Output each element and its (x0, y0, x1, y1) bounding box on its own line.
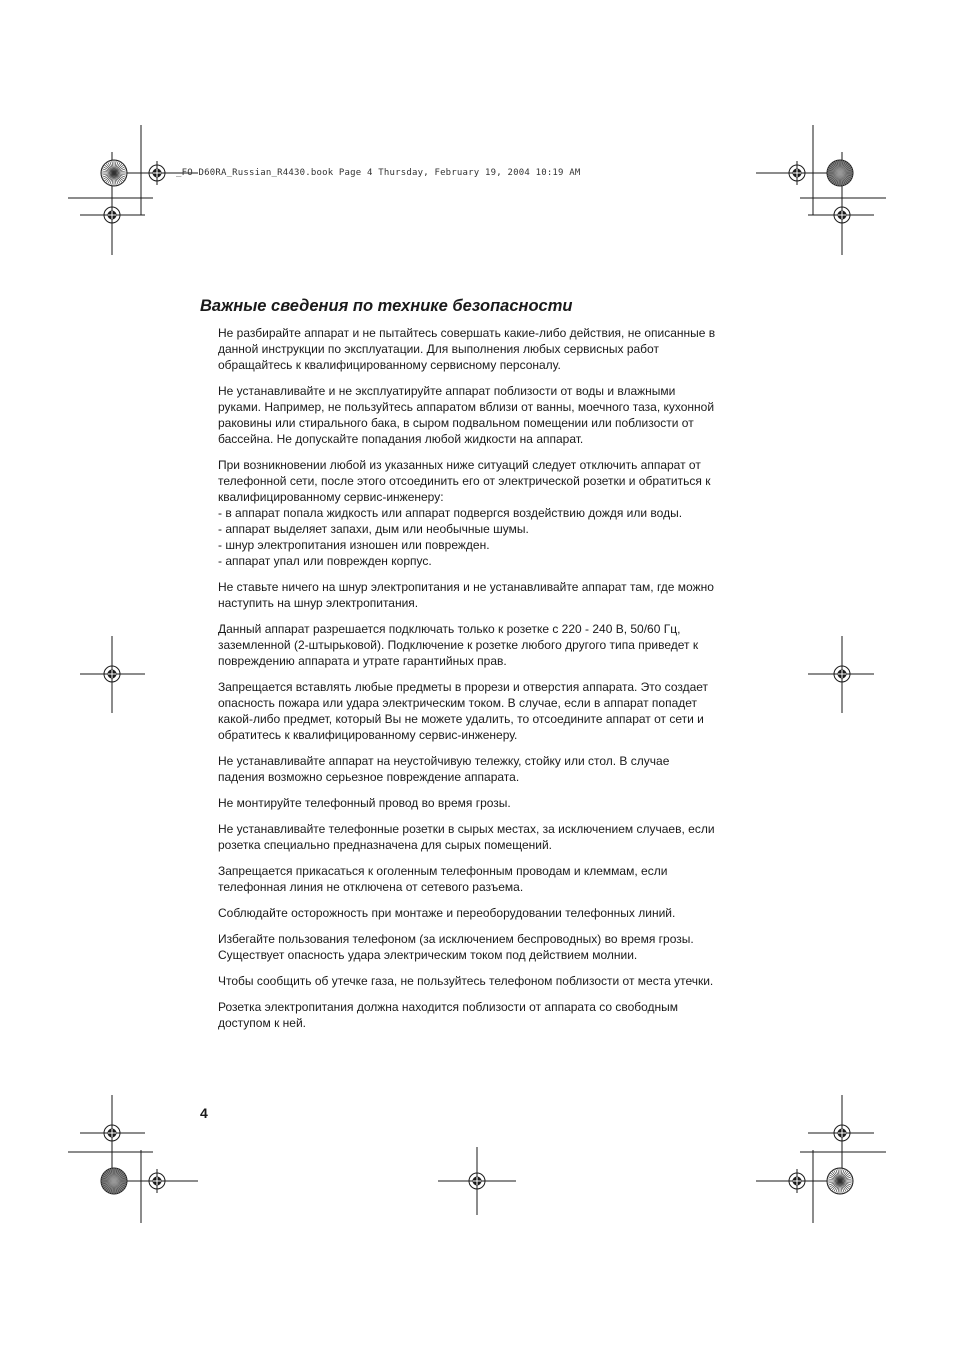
registration-crosshair-icon (785, 1169, 809, 1193)
safety-paragraph (218, 457, 752, 569)
paragraph-line: квалифицированному сервис-инженеру: (218, 490, 444, 504)
safety-paragraph (218, 679, 752, 743)
paragraph-line: Не устанавливайте аппарат на неустойчивую тележку, стойку или стол. В случае (218, 754, 670, 768)
paragraph-line: Запрещается вставлять любые предметы в прорези и отверстия аппарата. Это создает (218, 680, 709, 694)
safety-paragraph (218, 999, 752, 1031)
safety-paragraph (218, 931, 752, 963)
safety-paragraph (218, 383, 752, 447)
paragraph-line: Соблюдайте осторожность при монтаже и переоборудовании телефонных линий. (218, 906, 676, 920)
safety-paragraph (218, 579, 752, 611)
registration-crosshair-icon (830, 1121, 854, 1145)
safety-paragraph (218, 621, 752, 669)
paragraph-line: заземленной (2-штырьковой). Подключение к розетке любого другого типа приведет к (218, 638, 699, 652)
paragraph-line: Не ставьте ничего на шнур электропитания и не устанавливайте аппарат там, где можно (218, 580, 714, 594)
paragraph-line: опасность пожара или удара электрическим током. В случае, если в аппарат попадет (218, 696, 698, 710)
paragraph-line: обращайтесь к квалифицированному сервисному персоналу. (218, 358, 561, 372)
safety-paragraph (218, 973, 752, 989)
registration-crosshair-icon (785, 161, 809, 185)
registration-crosshair-icon (100, 203, 124, 227)
paragraph-line: Запрещается прикасаться к оголенным телефонным проводам и клеммам, если (218, 864, 668, 878)
paragraph-line: розетка специально предназначена для сырых помещений. (218, 838, 553, 852)
paragraph-line: раковины или стирального бака, в сыром подвальном помещении или поблизости от (218, 416, 694, 430)
print-header-file-info: _FO-D60RA_Russian_R4430.book Page 4 Thursday, February 19, 2004 10:19 AM (176, 168, 581, 178)
registration-crosshair-icon (145, 161, 169, 185)
safety-paragraph (218, 863, 752, 895)
paragraph-line: падения возможно серьезное повреждение аппарата. (218, 770, 520, 784)
page-number: 4 (200, 1105, 208, 1121)
safety-paragraph (218, 795, 752, 811)
paragraph-line: При возникновении любой из указанных ниже ситуаций следует отключить аппарат от (218, 458, 701, 472)
paragraph-line: наступить на шнур электропитания. (218, 596, 419, 610)
paragraph-line: Не монтируйте телефонный провод во время грозы. (218, 796, 511, 810)
paragraph-line: какой-либо предмет, который Вы не можете удалить, то отсоедините аппарат от сети и (218, 712, 704, 726)
registration-crosshair-icon (465, 1169, 489, 1193)
paragraph-line: Чтобы сообщить об утечке газа, не пользуйтесь телефоном поблизости от места утечки. (218, 974, 714, 988)
safety-paragraph (218, 753, 752, 785)
paragraph-line: руками. Например, не пользуйтесь аппаратом вблизи от ванны, моечного таза, кухонной (218, 400, 715, 414)
safety-instructions-body (218, 325, 752, 1041)
paragraph-line: - в аппарат попала жидкость или аппарат подвергся воздействию дождя или воды. (218, 506, 683, 520)
color-registration-target-icon (827, 160, 853, 186)
paragraph-line: Не разбирайте аппарат и не пытайтесь совершать какие-либо действия, не описанные в (218, 326, 716, 340)
paragraph-line: бассейна. Не допускайте попадания любой жидкости на аппарат. (218, 432, 584, 446)
safety-paragraph (218, 905, 752, 921)
registration-crosshair-icon (830, 203, 854, 227)
paragraph-line: Данный аппарат разрешается подключать только к розетке с 220 - 240 В, 50/60 Гц, (218, 622, 681, 636)
registration-crosshair-icon (145, 1169, 169, 1193)
section-title: Важные сведения по технике безопасности (200, 297, 573, 315)
registration-crosshair-icon (100, 1121, 124, 1145)
paragraph-line: Избегайте пользования телефоном (за исключением беспроводных) во время грозы. (218, 932, 694, 946)
color-registration-target-icon (827, 1168, 853, 1194)
paragraph-line: Не устанавливайте телефонные розетки в сырых местах, за исключением случаев, если (218, 822, 715, 836)
paragraph-line: телефонной сети, после этого отсоединить его от электрической розетки и обратиться к (218, 474, 711, 488)
safety-paragraph (218, 325, 752, 373)
registration-crosshair-icon (830, 662, 854, 686)
paragraph-line: телефонная линия не отключена от сетевого разъема. (218, 880, 524, 894)
paragraph-line: - аппарат выделяет запахи, дым или необычные шумы. (218, 522, 529, 536)
paragraph-line: - аппарат упал или поврежден корпус. (218, 554, 432, 568)
paragraph-line: Розетка электропитания должна находится поблизости от аппарата со свободным (218, 1000, 679, 1014)
paragraph-line: доступом к ней. (218, 1016, 306, 1030)
paragraph-line: - шнур электропитания изношен или поврежден. (218, 538, 490, 552)
color-registration-target-icon (101, 1168, 127, 1194)
registration-crosshair-icon (100, 662, 124, 686)
paragraph-line: Существует опасность удара электрическим током под действием молнии. (218, 948, 638, 962)
safety-paragraph (218, 821, 752, 853)
paragraph-line: повреждению аппарата и утрате гарантийных прав. (218, 654, 507, 668)
paragraph-line: Не устанавливайте и не эксплуатируйте аппарат поблизости от воды и влажными (218, 384, 676, 398)
paragraph-line: данной инструкции по эксплуатации. Для выполнения любых сервисных работ (218, 342, 659, 356)
color-registration-target-icon (101, 160, 127, 186)
paragraph-line: обратитесь к квалифицированному сервис-инженеру. (218, 728, 518, 742)
